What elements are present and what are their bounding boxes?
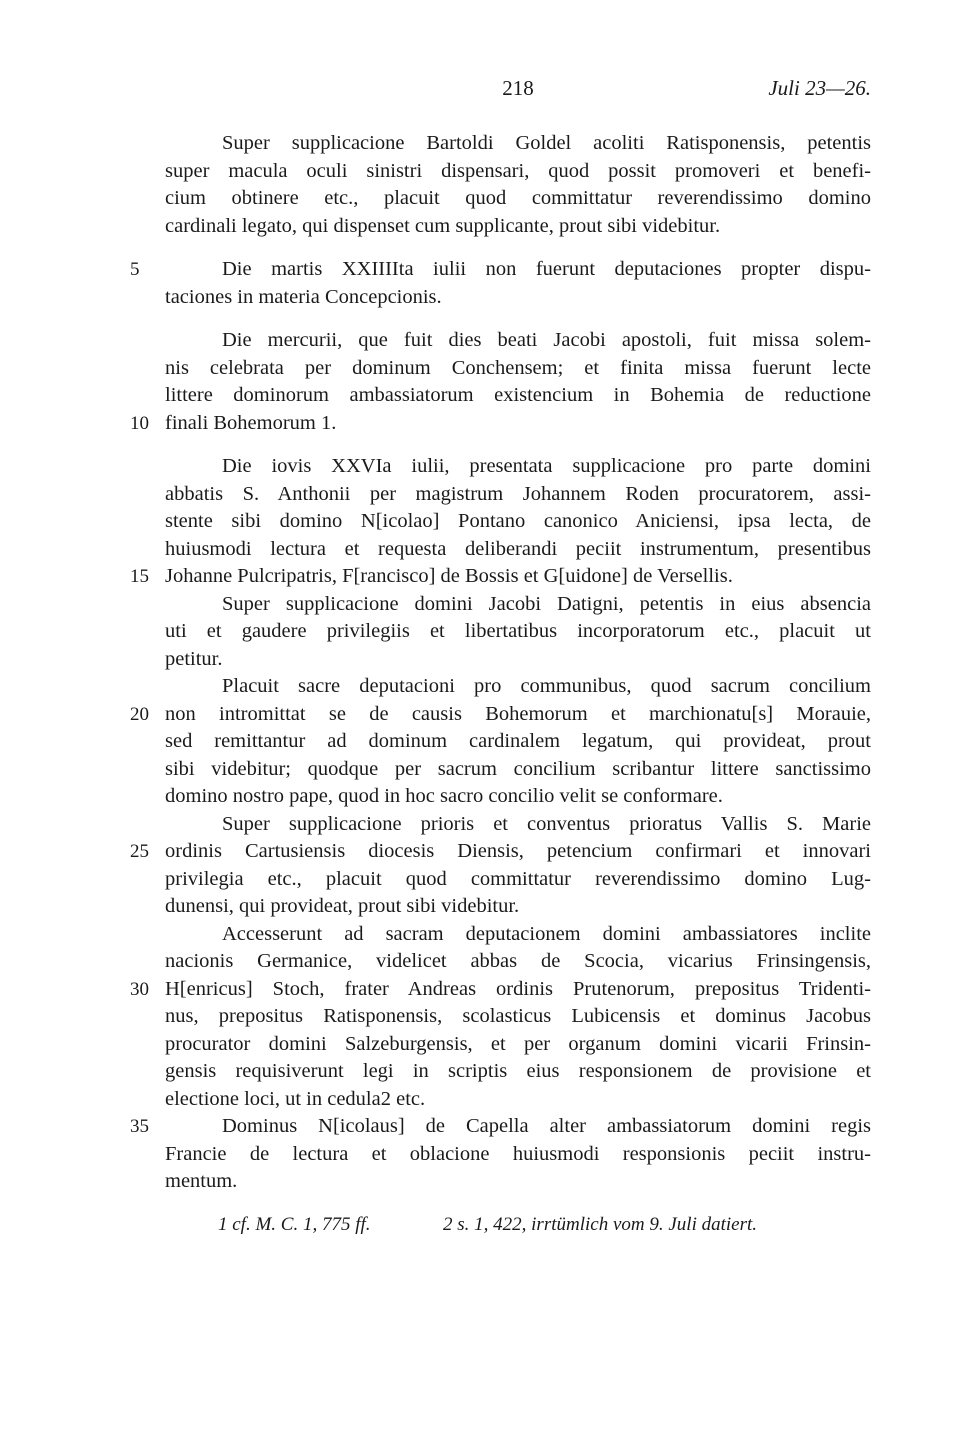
page-number: 218 <box>502 76 534 100</box>
line-text: cardinali legato, qui dispenset cum supplicante, prout sibi videbitur. <box>165 214 721 237</box>
text-line <box>165 158 871 186</box>
line-text: Super supplicacione prioris et conventus prioratus Vallis S. Marie <box>222 812 871 835</box>
text-line <box>130 1113 871 1141</box>
text-line <box>165 866 871 894</box>
text-line <box>165 355 871 383</box>
text-line <box>165 1058 871 1086</box>
text-line <box>165 327 871 355</box>
text-line <box>165 1003 871 1031</box>
text-line <box>165 893 871 921</box>
line-number: 25 <box>130 841 149 862</box>
line-text: stente sibi domino N[icolao] Pontano canonico Aniciensi, ipsa lecta, de <box>165 510 871 532</box>
line-text: taciones in materia Concepcionis. <box>165 285 442 308</box>
line-text: Johanne Pulcripatris, F[rancisco] de Bossis et G[uidone] de Versellis. <box>165 565 733 587</box>
text-line <box>165 646 871 674</box>
text-line <box>165 1141 871 1169</box>
line-text: Dominus N[icolaus] de Capella alter ambassiatorum domini regis <box>222 1115 871 1137</box>
line-text: dunensi, qui provideat, prout sibi videbitur. <box>165 895 520 917</box>
line-text: procurator domini Salzeburgensis, et per organum domini vicarii Frinsin- <box>165 1032 871 1055</box>
text-line <box>165 185 871 213</box>
paragraph-gap <box>165 437 871 453</box>
line-number: 35 <box>130 1116 149 1137</box>
line-text: Accesserunt ad sacram deputacionem domini ambassiatores inclite <box>222 922 871 945</box>
line-text: privilegia etc., placuit quod committatur reverendissimo domino Lug- <box>165 867 871 890</box>
body-text <box>130 130 871 1196</box>
text-line <box>165 618 871 646</box>
paragraph-gap <box>165 240 871 256</box>
line-text: cium obtinere etc., placuit quod committatur reverendissimo domino <box>165 187 871 209</box>
line-text: ordinis Cartusiensis diocesis Diensis, petencium confirmari et innovari <box>165 840 871 862</box>
text-line <box>130 701 871 729</box>
text-line <box>165 536 871 564</box>
line-text: littere dominorum ambassiatorum existencium in Bohemia de reductione <box>165 384 871 406</box>
text-line <box>165 948 871 976</box>
line-text: uti et gaudere privilegiis et libertatibus incorporatorum etc., placuit ut <box>165 620 871 642</box>
line-number: 30 <box>130 978 149 1000</box>
line-text: Placuit sacre deputacioni pro communibus, quod sacrum concilium <box>222 675 871 697</box>
line-number: 20 <box>130 703 149 725</box>
line-text: non intromittat se de causis Bohemorum et marchionatu[s] Morauie, <box>165 702 871 725</box>
text-line <box>165 921 871 949</box>
text-line <box>130 976 871 1004</box>
line-text: electione loci, ut in cedula2 etc. <box>165 1087 426 1110</box>
text-line <box>165 591 871 619</box>
text-line <box>130 838 871 866</box>
text-line <box>165 1086 871 1114</box>
paragraph-gap <box>165 311 871 327</box>
line-text: huiusmodi lectura et requesta deliberandi peciit instrumentum, presentibus <box>165 537 871 560</box>
text-line <box>165 508 871 536</box>
text-line <box>130 256 871 284</box>
line-text: Die mercurii, que fuit dies beati Jacobi apostoli, fuit missa solem- <box>222 329 871 351</box>
line-number: 10 <box>130 412 149 434</box>
text-line <box>165 130 871 158</box>
line-text: mentum. <box>165 1170 238 1192</box>
text-line <box>165 728 871 756</box>
text-line <box>165 673 871 701</box>
text-line <box>165 284 871 312</box>
line-text: gensis requisiverunt legi in scriptis eius responsionem de provisione et <box>165 1060 871 1082</box>
text-line <box>165 1031 871 1059</box>
line-text: nis celebrata per dominum Conchensem; et finita missa fuerunt lecte <box>165 356 871 379</box>
line-number: 15 <box>130 566 149 587</box>
line-text: Die iovis XXVIa iulii, presentata supplicacione pro parte domini <box>222 455 871 477</box>
text-line <box>165 811 871 839</box>
line-text: petitur. <box>165 647 223 670</box>
line-text: finali Bohemorum 1. <box>165 411 337 434</box>
line-text: sibi videbitur; quodque per sacrum concilium scribantur littere sanctissimo <box>165 757 871 780</box>
line-text: H[enricus] Stoch, frater Andreas ordinis Prutenorum, prepositus Tridenti- <box>165 977 871 1000</box>
text-line <box>165 783 871 811</box>
page-header <box>165 76 871 108</box>
line-text: Francie de lectura et oblacione huiusmodi responsionis peciit instru- <box>165 1142 871 1165</box>
text-line <box>165 1168 871 1196</box>
footnote-2: 2 s. 1, 422, irrtümlich vom 9. Juli datiert. <box>443 1214 758 1235</box>
footnote-1: 1 cf. M. C. 1, 775 ff. <box>218 1214 371 1235</box>
text-line <box>130 563 871 591</box>
running-head: Juli 23—26. <box>768 76 871 100</box>
text-line <box>165 453 871 481</box>
line-text: nus, prepositus Ratisponensis, scolasticus Lubicensis et dominus Jacobus <box>165 1005 871 1027</box>
text-line <box>165 481 871 509</box>
line-text: nacionis Germanice, videlicet abbas de Scocia, vicarius Frinsingensis, <box>165 950 871 972</box>
line-number: 5 <box>130 259 140 280</box>
line-text: Super supplicacione domini Jacobi Datigni, petentis in eius absencia <box>222 592 871 615</box>
text-line <box>165 756 871 784</box>
line-text: domino nostro pape, quod in hoc sacro concilio velit se conformare. <box>165 785 723 807</box>
line-text: abbatis S. Anthonii per magistrum Johannem Roden procuratorem, assi- <box>165 482 871 505</box>
text-line <box>165 382 871 410</box>
text-line <box>130 410 871 438</box>
text-line <box>165 213 871 241</box>
line-text: Die martis XXIIIIta iulii non fuerunt deputaciones propter dispu- <box>222 258 871 280</box>
line-text: sed remittantur ad dominum cardinalem legatum, qui provideat, prout <box>165 730 871 752</box>
line-text: super macula oculi sinistri dispensari, quod possit promoveri et benefi- <box>165 159 871 182</box>
line-text: Super supplicacione Bartoldi Goldel acoliti Ratisponensis, petentis <box>222 132 871 154</box>
